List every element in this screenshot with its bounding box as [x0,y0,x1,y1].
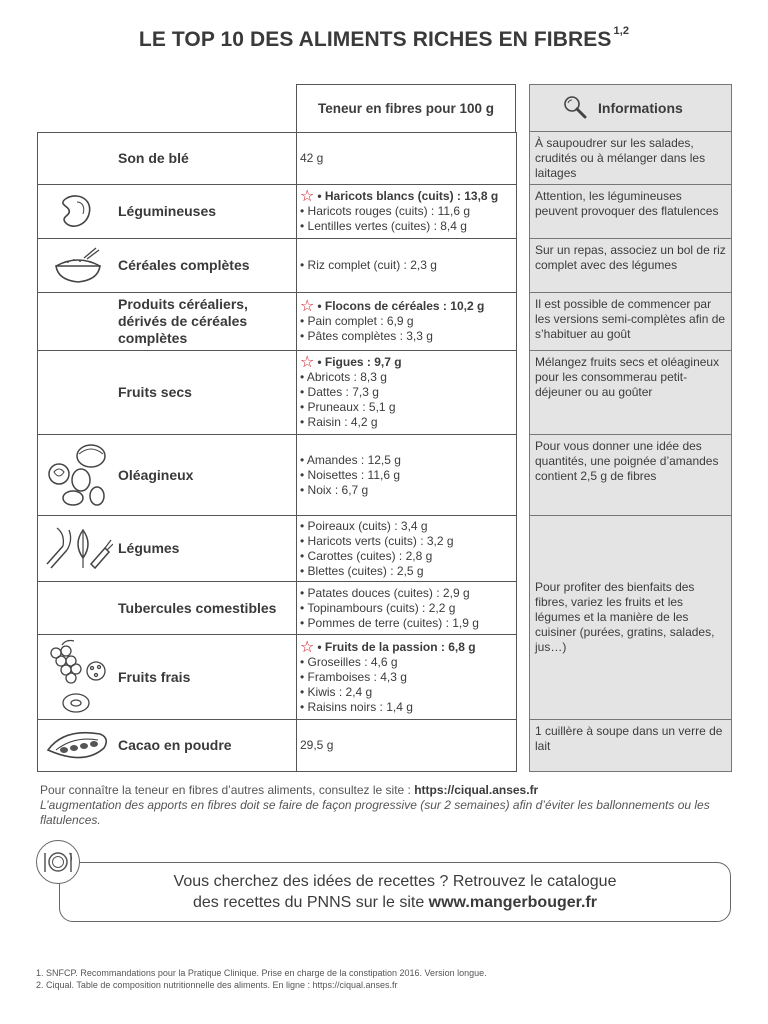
table-row [37,720,517,772]
nuts-icon [42,435,114,515]
value-item: • Riz complet (cuit) : 2,3 g [300,258,437,272]
row-values [300,133,516,184]
value-item: • Haricots verts (cuits) : 3,2 g [300,533,454,548]
row-values [300,516,516,581]
value-item: • Pain complet : 6,9 g [300,314,414,328]
info-cell: À saupoudrer sur les salades, crudités ou à mélanger dans les laitages [529,132,732,185]
value-item: • Kiwis : 2,4 g [300,684,373,699]
footnote-text [40,783,740,828]
value-item: • Carottes (cuites) : 2,8 g [300,548,433,563]
value-item: • Raisin : 4,2 g [300,415,378,429]
value-item: • Lentilles vertes (cuites) : 8,4 g [300,219,467,233]
row-values [300,582,516,634]
references [36,967,487,991]
table-row [37,516,517,582]
info-cell: Pour profiter des bienfaits des fibres, variez les fruits et les légumes et la manière de les cuisiner (purées, gratins, salades, jus…) [529,516,732,720]
row-category: Fruits secs [118,384,192,400]
info-header [529,84,732,132]
row-category: Son de blé [118,150,189,166]
info-cell: Mélangez fruits secs et oléagineux pour les consommerau petit-déjeuner ou au goûter [529,351,732,435]
reference-2: 2. Ciqual. Table de composition nutritionnelle des aliments. En ligne : https://ciqual.anses.fr [36,980,398,990]
row-category: Légumineuses [118,203,217,219]
row-values [300,185,516,238]
row-values [300,635,516,719]
value-item: • Topinambours (cuits) : 2,2 g [300,600,456,615]
row-category: Fruits frais [118,668,191,685]
value-item: • Amandes : 12,5 g [300,452,401,467]
table-row [37,351,517,435]
row-values [300,351,516,434]
value-item: • Noisettes : 11,6 g [300,467,401,482]
value-item: • Pommes de terre (cuites) : 1,9 g [300,615,479,630]
value-item: 29,5 g [300,738,334,752]
star-icon: ☆ [300,298,315,315]
table-row [37,239,517,293]
table-row [37,185,517,239]
top-item: ☆ • Fruits de la passion : 6,8 g [300,638,476,656]
value-item: • Blettes (cuites) : 2,5 g [300,563,424,578]
row-values [300,239,516,292]
page-title: LE TOP 10 DES ALIMENTS RICHES EN FIBRES $^{1,2}$ [138,25,630,51]
row-values [300,435,516,515]
vegetables-icon [42,516,114,581]
row-category: Tubercules comestibles [118,599,277,616]
row-category: Cacao en poudre [118,737,232,753]
row-category: Produits céréaliers, dérivés de céréales complètes [118,296,248,346]
value-item: • Haricots rouges (cuits) : 11,6 g [300,204,471,218]
value-item: • Pruneaux : 5,1 g [300,400,396,414]
table-row [37,293,517,351]
mangerbouger-link[interactable]: www.mangerbouger.fr [428,894,597,911]
star-icon: ☆ [300,188,315,205]
magnifier-icon [562,94,588,123]
ciqual-link[interactable]: https://ciqual.anses.fr [414,783,539,797]
info-cell: Il est possible de commencer par les versions semi-complètes afin de s’habituer au goût [529,293,732,351]
reference-1: 1. SNFCP. Recommandations pour la Pratique Clinique. Prise en charge de la constipation 2016. Version longue. [36,968,487,978]
star-icon: ☆ [300,354,315,371]
value-item: • Abricots : 8,3 g [300,370,387,384]
top-item: ☆ • Figues : 9,7 g [300,354,402,371]
value-item: • Noix : 6,7 g [300,482,369,497]
top-item: ☆ • Haricots blancs (cuits) : 13,8 g [300,188,499,205]
plate-icon [36,840,80,884]
cocoa-pod-icon [42,720,114,771]
row-values [300,720,516,771]
value-item: • Dattes : 7,3 g [300,385,379,399]
table-header: Teneur en fibres pour 100 g [296,84,516,132]
note-prefix: Pour connaître la teneur en fibres d’autres aliments, consultez le site : [40,783,415,797]
info-cell: Pour vous donner une idée des quantités, une poignée d’amandes contient 2,5 g de fibres [529,435,732,516]
recipe-line-2: des recettes du PNNS sur le site www.mangerbouger.fr [193,894,597,911]
row-category: Oléagineux [118,466,194,483]
fruits-icon [42,635,114,719]
table-row [37,582,517,635]
value-item: • Patates douces (cuites) : 2,9 g [300,585,470,600]
value-item: • Groseilles : 4,6 g [300,654,398,669]
bean-icon [42,185,114,238]
value-item: • Framboises : 4,3 g [300,669,407,684]
row-category: Légumes [118,540,180,556]
note-italic: L’augmentation des apports en fibres doit se faire de façon progressive (sur 2 semaines) afin d’éviter les ballonnements ou les flatulences. [40,798,710,827]
value-item: • Poireaux (cuits) : 3,4 g [300,518,428,533]
info-cell: 1 cuillère à soupe dans un verre de lait [529,720,732,772]
value-item: • Pâtes complètes : 3,3 g [300,329,433,343]
row-values [300,293,516,350]
row-category: Céréales complètes [118,257,250,273]
recipe-line-1: Vous cherchez des idées de recettes ? Retrouvez le catalogue [173,873,617,890]
table-row [37,635,517,720]
table-row [37,132,517,185]
value-item: • Raisins noirs : 1,4 g [300,699,413,714]
table-row [37,435,517,516]
rice-bowl-icon [42,239,114,292]
value-item: 42 g [300,151,324,165]
star-icon: ☆ [300,638,315,656]
top-item: ☆ • Flocons de céréales : 10,2 g [300,298,485,315]
info-cell: Sur un repas, associez un bol de riz complet avec des légumes [529,239,732,293]
recipe-banner [59,862,731,922]
info-header-label: Informations [598,100,683,116]
info-cell: Attention, les légumineuses peuvent provoquer des flatulences [529,185,732,239]
